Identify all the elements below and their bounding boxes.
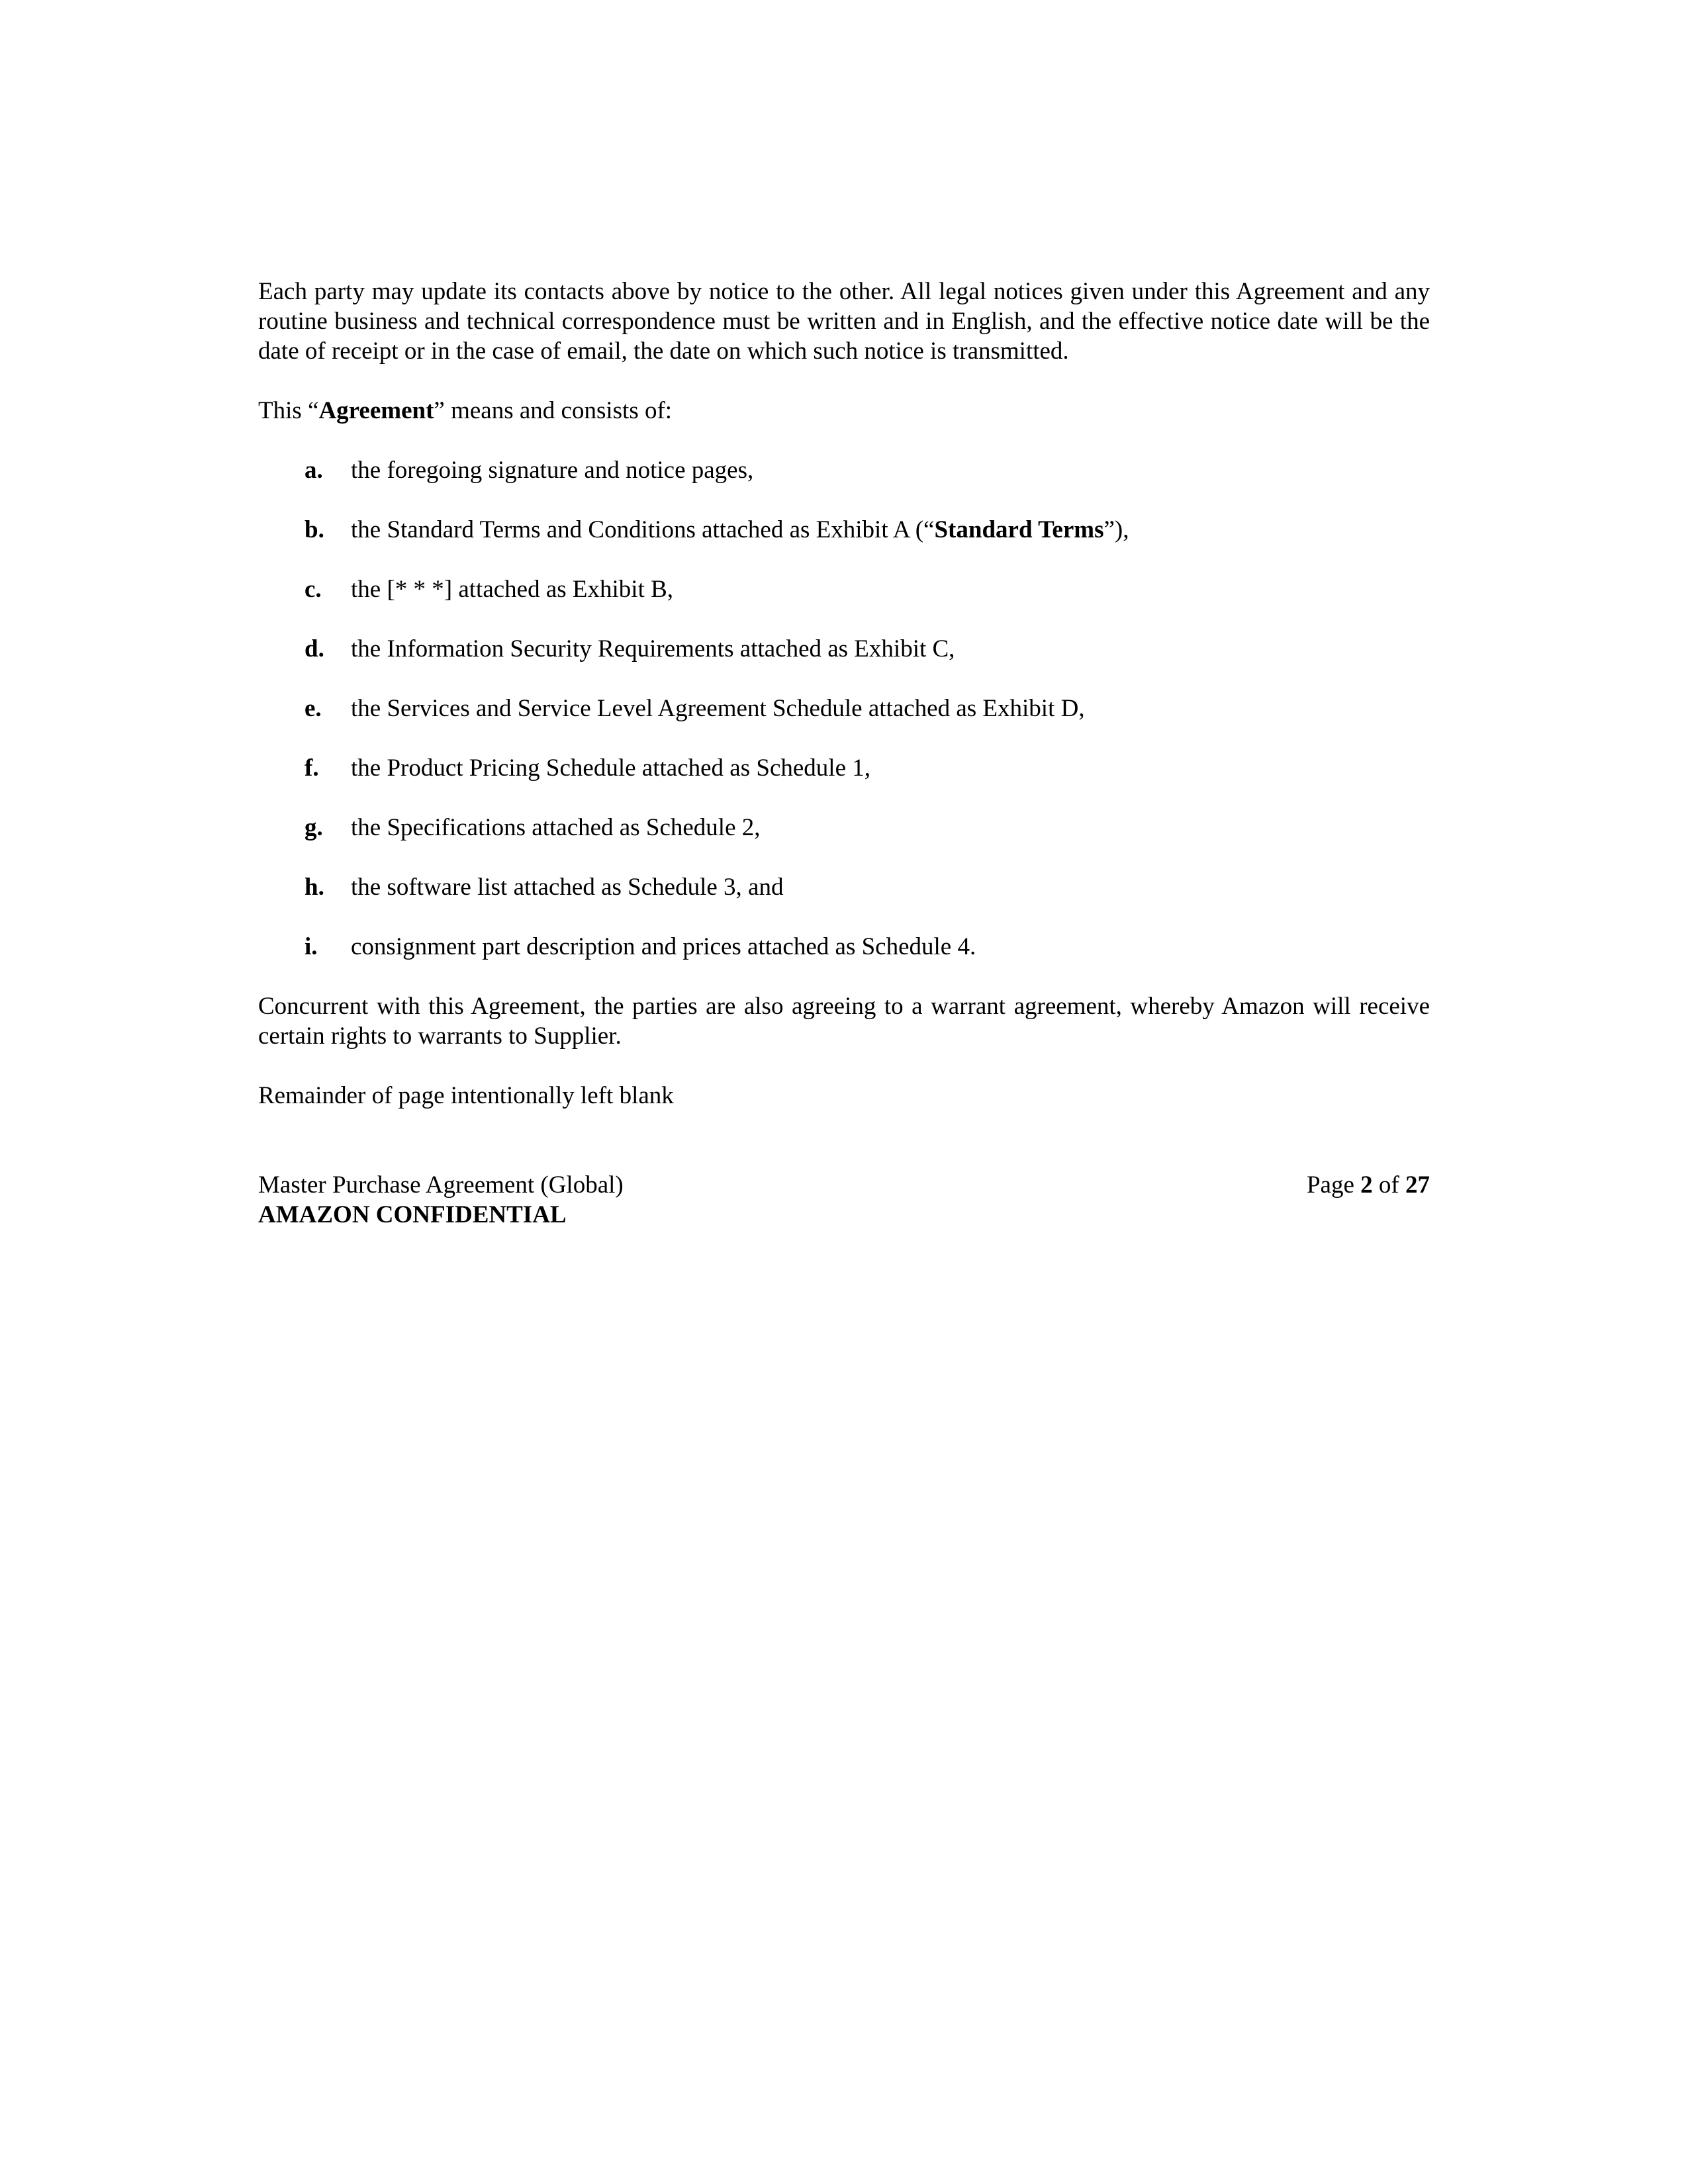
footer-row (258, 1170, 1430, 1200)
list-item-text: the Specifications attached as Schedule 2, (351, 814, 761, 841)
agreement-definition (258, 396, 1430, 426)
page-total: 27 (1405, 1171, 1430, 1199)
page-number (1307, 1170, 1430, 1200)
list-item (258, 813, 1430, 842)
page-prefix: Page (1306, 1171, 1361, 1199)
list-item (258, 455, 1430, 485)
standard-terms-term: Standard Terms (934, 516, 1104, 543)
page-footer (258, 1170, 1430, 1230)
page-current: 2 (1360, 1171, 1373, 1199)
list-item-text: consignment part description and prices attached as Schedule 4. (351, 933, 976, 960)
list-item-letter: a. (305, 457, 323, 484)
definition-suffix: ” means and consists of: (434, 397, 673, 424)
definition-term: Agreement (318, 397, 434, 424)
list-item (258, 574, 1430, 604)
list-item (258, 694, 1430, 723)
agreement-components-list (258, 455, 1430, 962)
list-item-text-before: the Standard Terms and Conditions attached as Exhibit A (“ (351, 516, 935, 543)
list-item-text: the software list attached as Schedule 3, and (351, 874, 784, 901)
list-item-letter: e. (305, 695, 322, 722)
list-item-letter: c. (305, 576, 322, 603)
list-item (258, 753, 1430, 783)
list-item (258, 872, 1430, 902)
list-item-text (351, 516, 1129, 543)
list-item (258, 515, 1430, 545)
list-item-letter: b. (305, 516, 324, 543)
list-item-letter: d. (305, 635, 324, 662)
page-body (258, 277, 1430, 1111)
concurrent-paragraph: Concurrent with this Agreement, the parties are also agreeing to a warrant agreement, whereby Amazon will receive certain rights to warrants to Supplier. (258, 993, 1430, 1050)
footer-document-title: Master Purchase Agreement (Global) (258, 1171, 624, 1199)
remainder-note: Remainder of page intentionally left blank (258, 1082, 674, 1109)
list-item-text-after: ”), (1103, 516, 1129, 543)
list-item-letter: i. (305, 933, 318, 960)
list-item-text: the [* * *] attached as Exhibit B, (351, 576, 674, 603)
list-item-text: the Product Pricing Schedule attached as Schedule 1, (351, 754, 871, 782)
list-item (258, 932, 1430, 962)
list-item (258, 634, 1430, 664)
list-item-text: the foregoing signature and notice pages, (351, 457, 754, 484)
list-item-letter: h. (305, 874, 324, 901)
definition-prefix: This “ (258, 397, 319, 424)
list-item-letter: g. (305, 814, 323, 841)
list-item-text: the Information Security Requirements attached as Exhibit C, (351, 635, 955, 662)
page-of: of (1372, 1171, 1405, 1199)
notice-paragraph: Each party may update its contacts above by notice to the other. All legal notices given under this Agreement and any routine business and technical correspondence must be written and in English, and the effective notice date will be the date of receipt or in the case of email, the date on which such notice is transmitted. (258, 278, 1430, 365)
footer-confidential-label: AMAZON CONFIDENTIAL (258, 1201, 567, 1228)
list-item-letter: f. (305, 754, 319, 782)
list-item-text: the Services and Service Level Agreement Schedule attached as Exhibit D, (351, 695, 1085, 722)
